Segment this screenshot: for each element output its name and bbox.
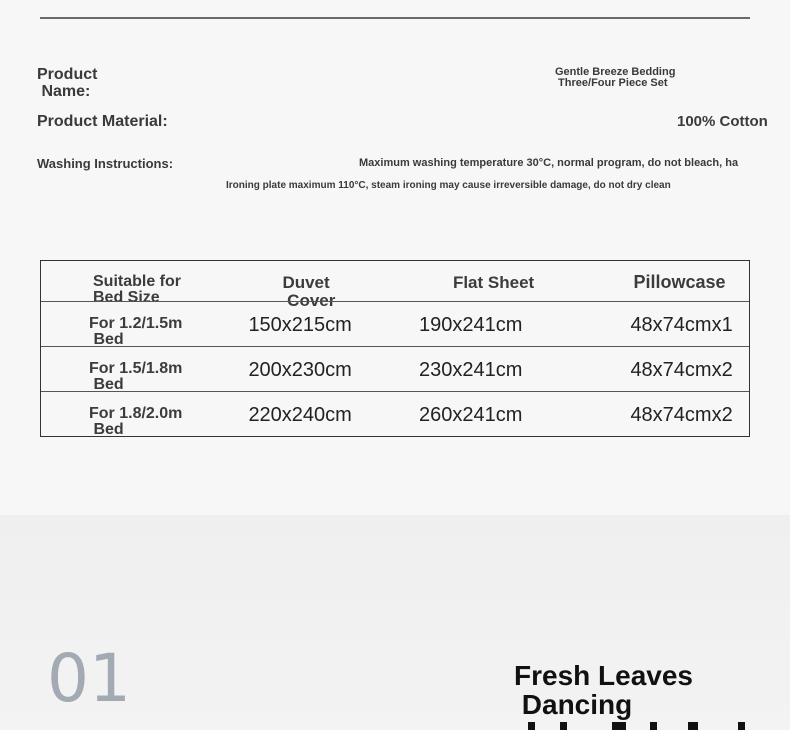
header-pillowcase: Pillowcase	[633, 272, 726, 292]
bed-size-cell: For 1.2/1.5m Bed	[89, 315, 183, 348]
cropped-text-fragment	[520, 718, 760, 730]
size-table	[40, 260, 750, 437]
header-flat-sheet: Flat Sheet	[452, 273, 535, 292]
product-material-label: Product Material:	[37, 113, 168, 130]
table-row	[41, 301, 749, 346]
bed-size-cell: For 1.5/1.8m Bed	[89, 360, 183, 393]
product-material-value: 100% Cotton	[677, 113, 768, 130]
header-bed-size: Suitable for Bed Size	[93, 273, 182, 306]
washing-instructions-label: Washing Instructions:	[37, 156, 174, 171]
duvet-cover-cell: 220x240cm	[248, 404, 352, 426]
flat-sheet-cell: 190x241cm	[418, 314, 523, 336]
duvet-cover-cell: 200x230cm	[248, 359, 352, 381]
pillowcase-cell: 48x74cmx2	[630, 404, 733, 426]
size-table-header	[41, 261, 749, 310]
section-number: 01	[47, 640, 131, 717]
flat-sheet-cell: 260x241cm	[418, 404, 523, 426]
section-title: Fresh Leaves Dancing	[514, 660, 693, 720]
pillowcase-cell: 48x74cmx2	[630, 359, 733, 381]
product-name-value: Gentle Breeze Bedding Three/Four Piece Set	[555, 66, 676, 89]
bed-size-cell: For 1.8/2.0m Bed	[89, 405, 183, 438]
pillowcase-cell: 48x74cmx1	[630, 314, 733, 336]
table-row	[41, 391, 749, 436]
flat-sheet-cell: 230x241cm	[418, 359, 523, 381]
table-row	[41, 346, 749, 391]
duvet-cover-cell: 150x215cm	[248, 314, 352, 336]
top-divider	[40, 17, 750, 19]
product-name-label: Product Name:	[37, 66, 98, 100]
washing-instructions-line-2: Ironing plate maximum 110°C, steam ironing may cause irreversible damage, do not dry clean	[226, 180, 671, 191]
header-duvet-cover: Duvet Cover	[282, 273, 336, 310]
washing-instructions-line-1: Maximum washing temperature 30°C, normal program, do not bleach, ha	[359, 157, 739, 169]
